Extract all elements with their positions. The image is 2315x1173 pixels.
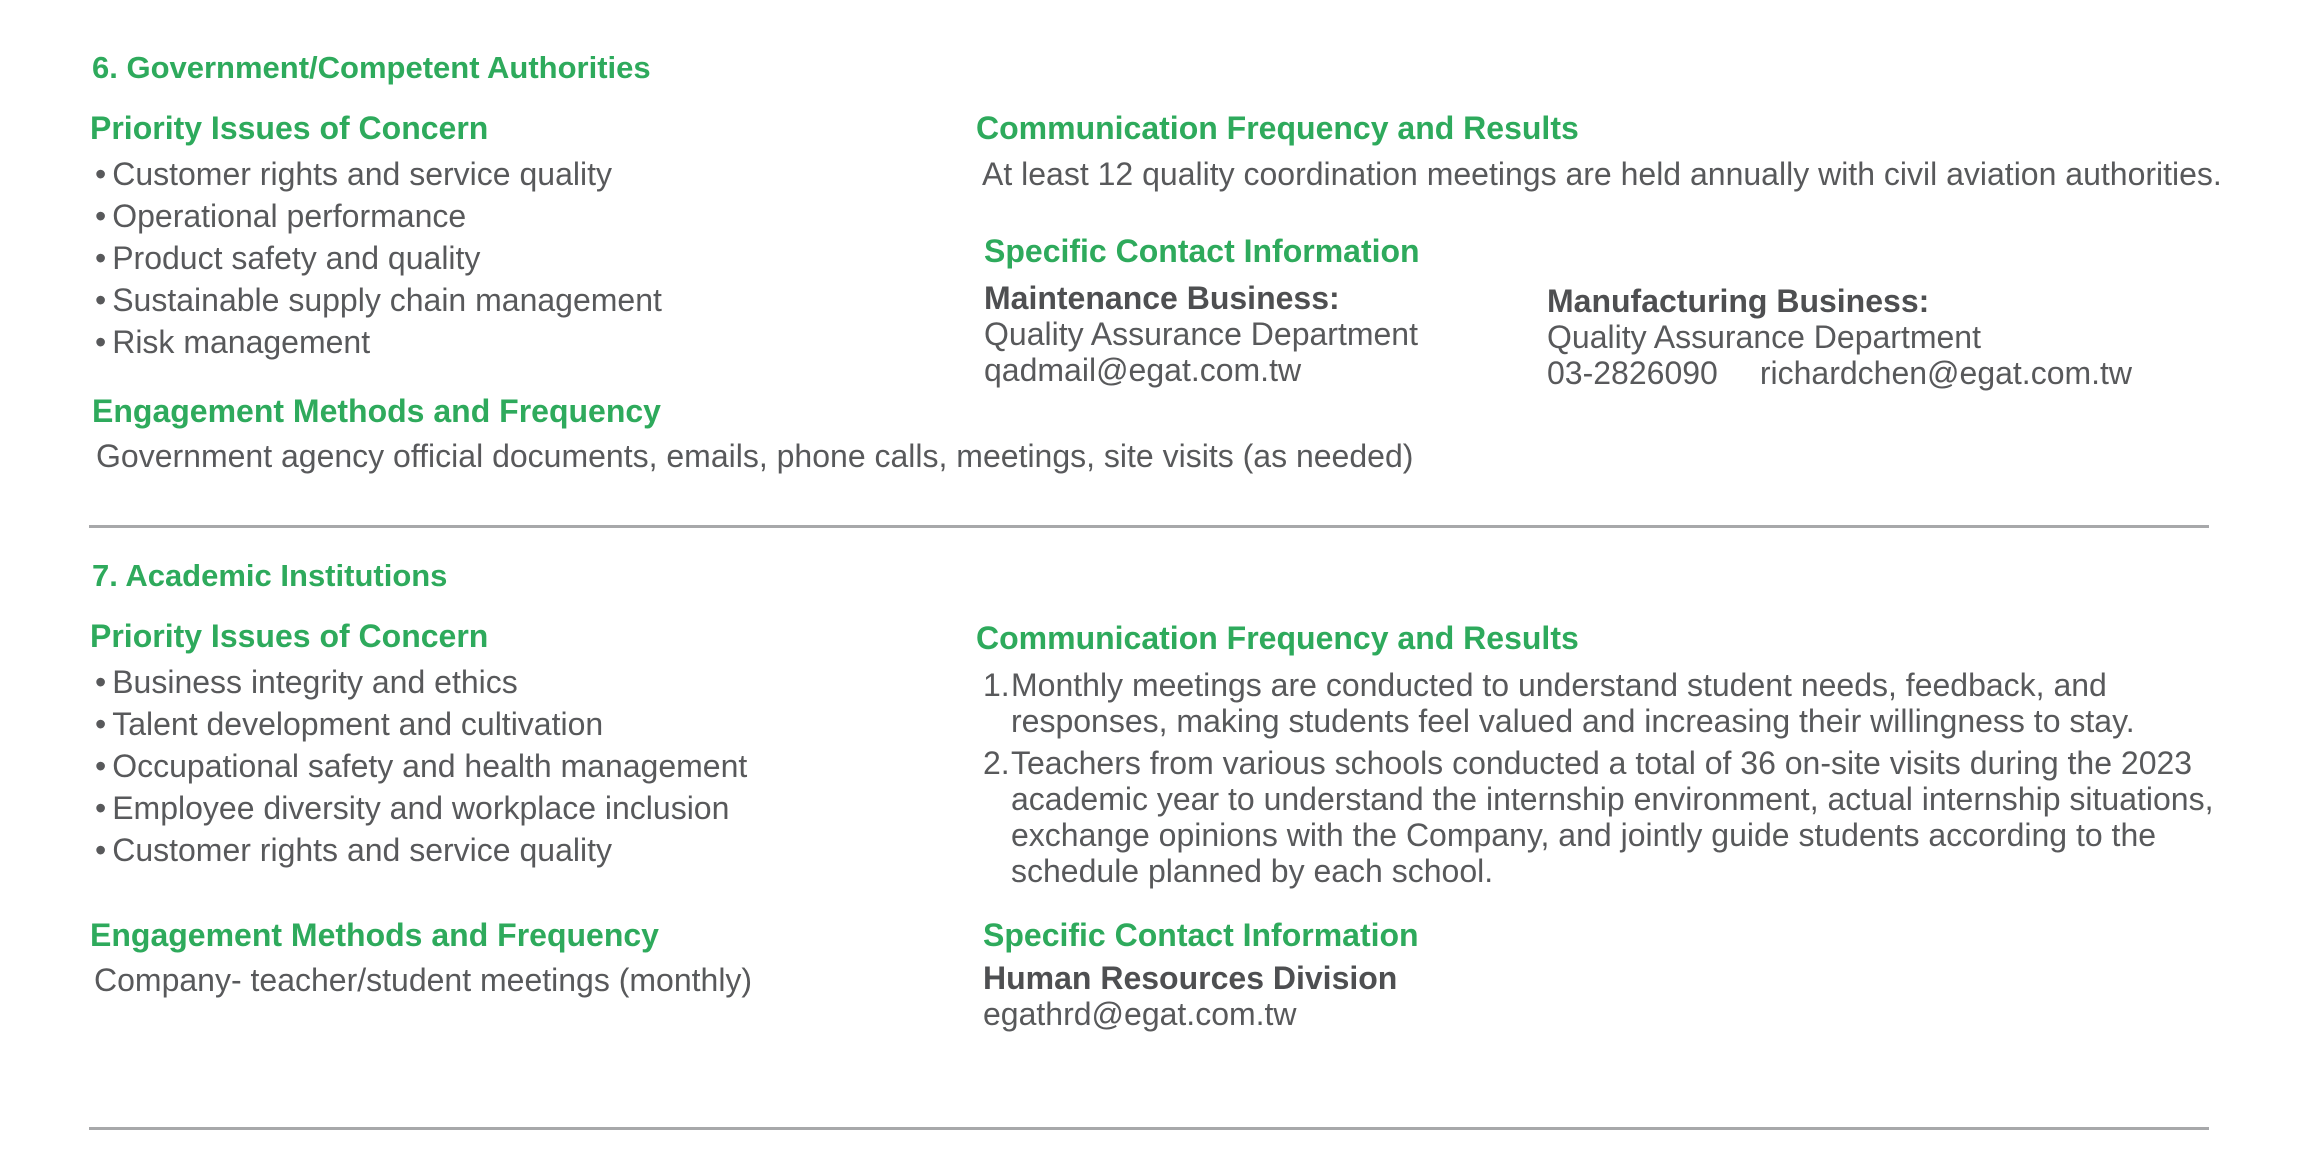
- list-number: 2.: [983, 745, 1010, 781]
- gov-priority-list: [95, 153, 662, 363]
- list-item: • Talent development and cultivation: [95, 703, 747, 745]
- academic-priority-list: [95, 661, 747, 871]
- list-item: [983, 667, 2258, 739]
- academic-communication-heading: Communication Frequency and Results: [976, 620, 1579, 656]
- gov-contact-heading: Specific Contact Information: [984, 233, 1420, 269]
- list-item: • Customer rights and service quality: [95, 829, 747, 871]
- list-item: • Customer rights and service quality: [95, 153, 662, 195]
- maintenance-dept: Quality Assurance Department: [984, 316, 1418, 352]
- gov-communication-text: At least 12 quality coordination meetings are held annually with civil aviation authorities.: [982, 156, 2222, 192]
- list-item: • Employee diversity and workplace inclusion: [95, 787, 747, 829]
- list-item: • Risk management: [95, 321, 662, 363]
- list-item: [983, 745, 2258, 889]
- gov-contact-maintenance: [984, 280, 1418, 388]
- list-item: • Business integrity and ethics: [95, 661, 747, 703]
- academic-communication-list: [983, 667, 2258, 895]
- academic-priority-heading: Priority Issues of Concern: [90, 618, 489, 654]
- gov-engagement-text: Government agency official documents, emails, phone calls, meetings, site visits (as needed): [96, 438, 1414, 474]
- maintenance-email: qadmail@egat.com.tw: [984, 352, 1302, 388]
- gov-priority-heading: Priority Issues of Concern: [90, 110, 489, 146]
- gov-communication-heading: Communication Frequency and Results: [976, 110, 1579, 146]
- academic-contact-email: egathrd@egat.com.tw: [983, 996, 1297, 1032]
- gov-engagement-heading: Engagement Methods and Frequency: [92, 393, 661, 429]
- maintenance-title: Maintenance Business:: [984, 280, 1340, 316]
- list-number: 1.: [983, 667, 1010, 703]
- manufacturing-email: richardchen@egat.com.tw: [1759, 355, 2133, 391]
- list-item: • Operational performance: [95, 195, 662, 237]
- section-divider: [89, 1127, 2209, 1130]
- academic-contact-heading: Specific Contact Information: [983, 917, 1419, 953]
- academic-engagement-text: Company- teacher/student meetings (monthly): [94, 962, 753, 998]
- academic-contact: [983, 960, 1397, 1032]
- list-item: • Sustainable supply chain management: [95, 279, 662, 321]
- section-divider: [89, 525, 2209, 528]
- gov-contact-manufacturing: [1547, 283, 2132, 391]
- manufacturing-phone: 03-2826090: [1547, 355, 1718, 391]
- manufacturing-dept: Quality Assurance Department: [1547, 319, 1981, 355]
- list-item: • Occupational safety and health management: [95, 745, 747, 787]
- section-6-title: 6. Government/Competent Authorities: [92, 50, 651, 85]
- list-item: • Product safety and quality: [95, 237, 662, 279]
- academic-engagement-heading: Engagement Methods and Frequency: [90, 917, 659, 953]
- academic-contact-dept: Human Resources Division: [983, 960, 1398, 996]
- list-text: Teachers from various schools conducted a total of 36 on-site visits during the 2023 academic year to understand the internship environment, actual internship situations, exchange opinions with the Company, and jointly guide students according to the schedule planned by each school.: [1011, 745, 2214, 889]
- list-text: Monthly meetings are conducted to understand student needs, feedback, and responses, making students feel valued and increasing their willingness to stay.: [1011, 667, 2135, 739]
- section-7-title: 7. Academic Institutions: [92, 558, 448, 593]
- manufacturing-title: Manufacturing Business:: [1547, 283, 1930, 319]
